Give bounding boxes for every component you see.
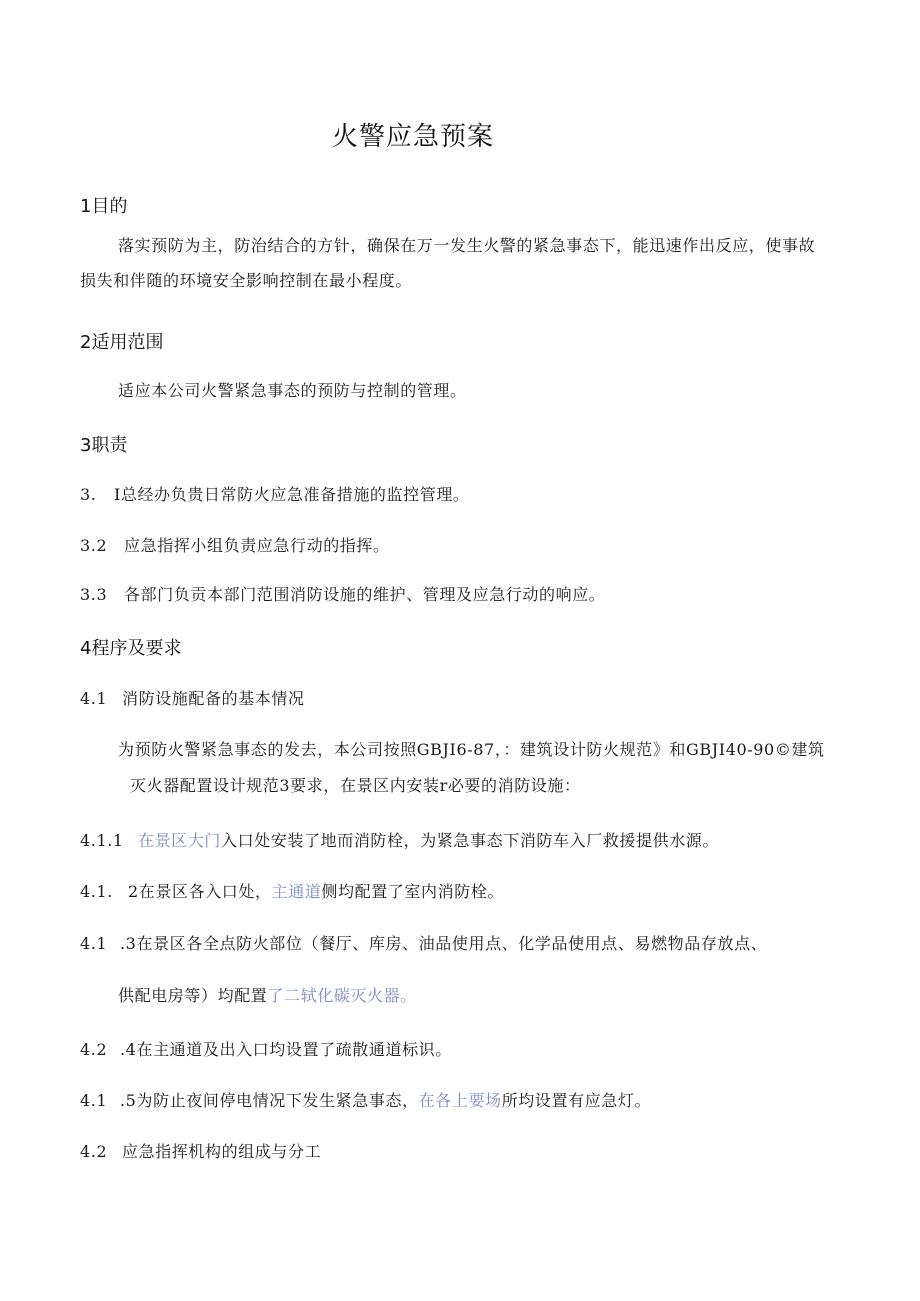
list-item-number: 3. <box>80 485 97 504</box>
list-item-number: 4.1.1 <box>80 831 124 850</box>
list-item-text: 供配电房等）均配置 <box>118 986 268 1005</box>
list-item-text: 2在景区各入口处， <box>128 882 272 901</box>
list-item-4-1-3-continued <box>118 983 417 1006</box>
list-item-4-1-2 <box>80 879 504 902</box>
list-item-3-3 <box>80 582 605 605</box>
list-item-4-1-3 <box>80 931 767 954</box>
list-item-text: 各部门负贡本部门范围消防设施的维护、管理及应急行动的响应。 <box>124 585 606 604</box>
section-2-heading: 2适用范围 <box>80 332 164 353</box>
highlighted-text: 在景区大门 <box>138 831 222 850</box>
list-item-4-1-4 <box>80 1037 452 1060</box>
list-item-text: .4在主通道及出入口均设置了疏散通道标识。 <box>120 1040 452 1059</box>
highlighted-text: 主通道 <box>271 882 322 901</box>
list-item-text: 侧均配置了室内消防栓。 <box>321 882 505 901</box>
list-item-text: 所均设置有应急灯。 <box>501 1091 652 1110</box>
page-title: 火警应急预案 <box>332 122 495 152</box>
list-item-number: 3.3 <box>80 585 108 604</box>
list-item-number: 4.1. <box>80 882 113 901</box>
list-item-4-1-5 <box>80 1088 651 1111</box>
section-3-heading: 3职责 <box>80 435 128 456</box>
list-item-number: 4.2 <box>80 1040 108 1059</box>
section-2-paragraph: 适应本公司火警紧急事态的预防与控制的管理。 <box>118 381 467 400</box>
section-1-heading: 1目的 <box>80 196 128 217</box>
list-item-text: 入口处安装了地而消防栓，为紧急事态下消防车入厂救援提供水源。 <box>221 831 720 850</box>
list-item-3-2 <box>80 533 390 556</box>
section-4-intro-line-1: 为预防火警紧急事态的发去，本公司按照GBJI6-87，：建筑设计防火规范》和GBJI40-90©建筑 <box>118 740 825 759</box>
subsection-4-1-heading <box>80 686 305 709</box>
section-1-paragraph-line-2: 损失和伴随的环境安全影响控制在最小程度。 <box>80 271 413 290</box>
list-item-text: 应急指挥机构的组成与分工 <box>122 1142 322 1161</box>
list-item-number: 3.2 <box>80 536 108 555</box>
highlighted-text: 了二轼化碳灭火器。 <box>267 986 417 1005</box>
highlighted-text: 在各上要场 <box>418 1091 502 1110</box>
list-item-text: 消防设施配备的基本情况 <box>122 689 305 708</box>
list-item-number: 4.1 <box>80 934 108 953</box>
list-item-text: 应急指挥小组负责应急行动的指挥。 <box>124 536 390 555</box>
list-item-text: .3在景区各全点防火部位（餐厅、库房、油品使用点、化学品使用点、易燃物品存放点、 <box>120 934 768 953</box>
section-4-intro-line-2: 灭火器配置设计规范3要求，在景区内安装r必要的消防设施： <box>130 776 581 795</box>
list-item-3-1 <box>80 482 470 505</box>
subsection-4-2-heading <box>80 1139 321 1162</box>
list-item-4-1-1 <box>80 828 719 851</box>
list-item-number: 4.1 <box>80 689 108 708</box>
list-item-text: .5为防止夜间停电情况下发生紧急事态， <box>120 1091 419 1110</box>
list-item-number: 4.1 <box>80 1091 108 1110</box>
list-item-number: 4.2 <box>80 1142 108 1161</box>
section-4-heading: 4程序及要求 <box>80 638 182 659</box>
list-item-text: I总经办负贵日常防火应急准备措施的监控管理。 <box>114 485 470 504</box>
section-1-paragraph-line-1: 落实预防为主，防治结合的方针，确保在万一发生火警的紧急事态下，能迅速作出反应，使事故 <box>118 236 816 255</box>
